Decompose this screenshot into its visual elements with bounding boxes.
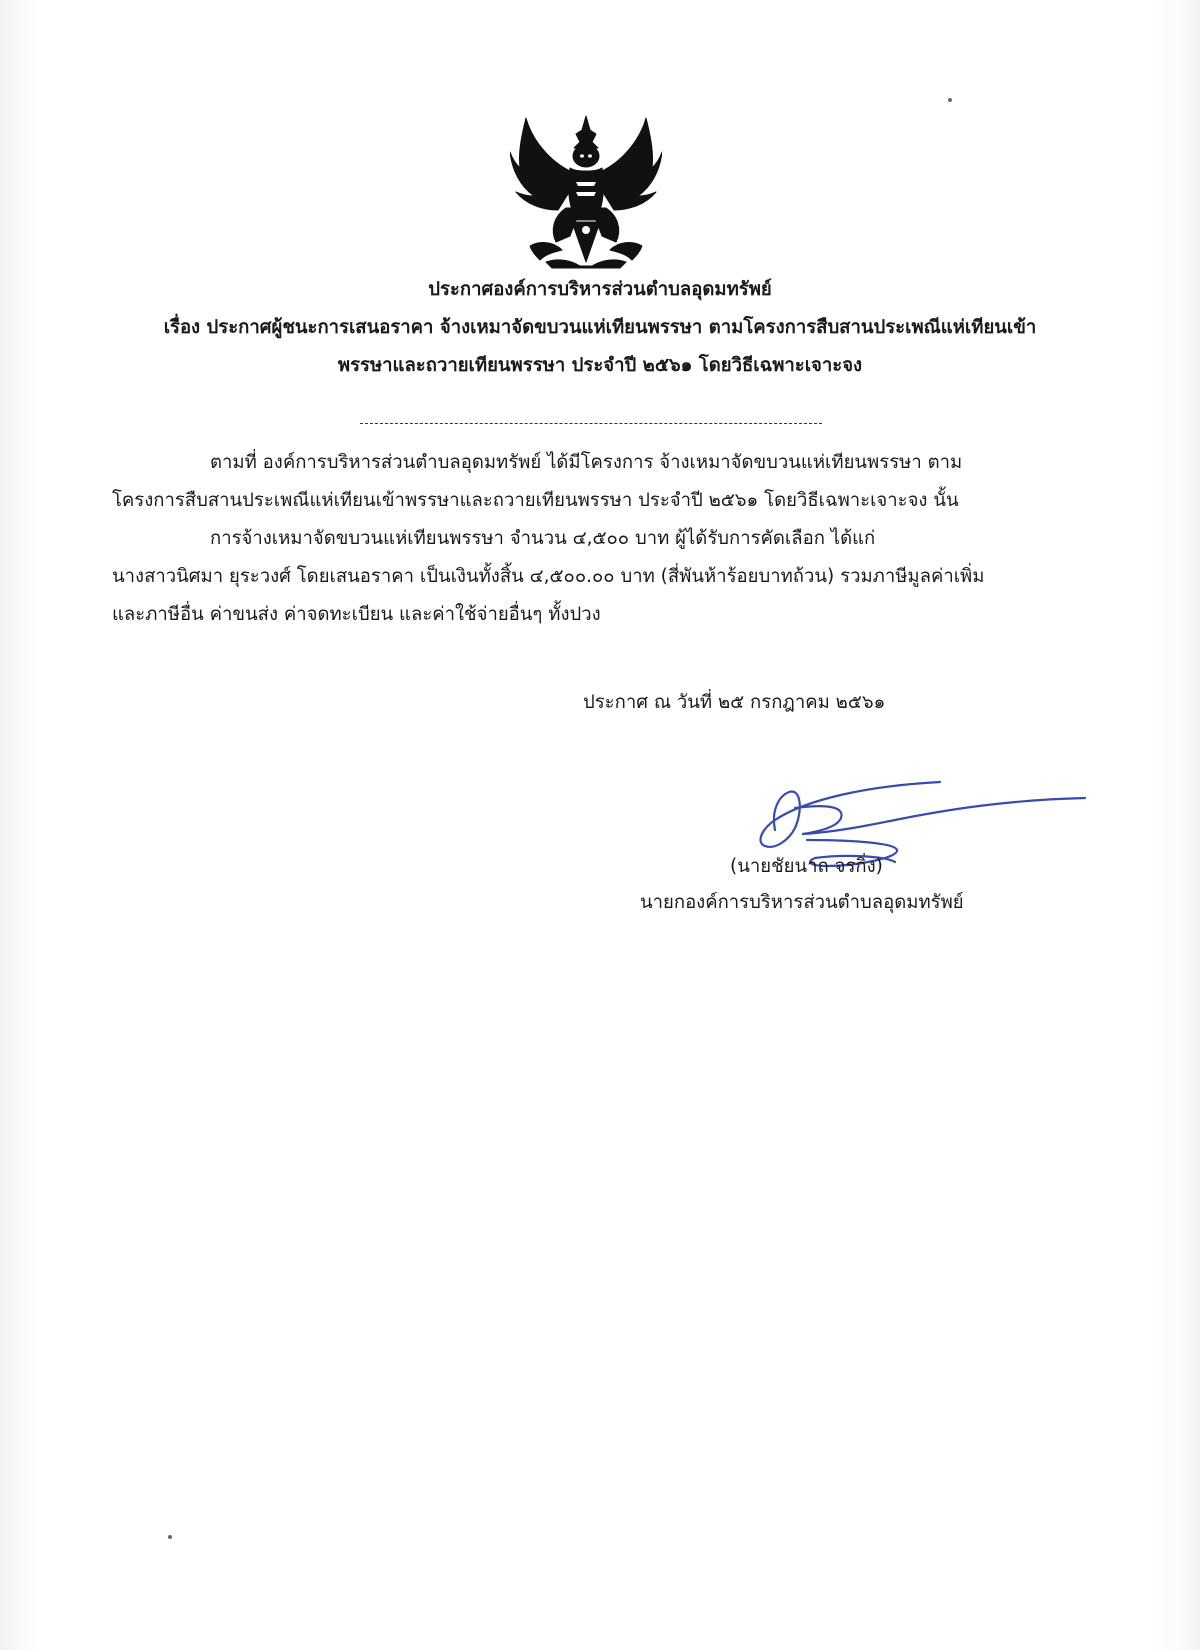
- announcement-date: ประกาศ ณ วันที่ ๒๕ กรกฎาคม ๒๕๖๑: [583, 692, 886, 713]
- body-paragraph-line-3: การจ้างเหมาจัดขบวนแห่เทียนพรรษา จำนวน ๔,๕๐๐ บาท ผู้ได้รับการคัดเลือก ได้แก่: [210, 528, 876, 549]
- announcement-title: ประกาศองค์การบริหารส่วนตำบลอุดมทรัพย์: [428, 279, 772, 300]
- signer-position: นายกองค์การบริหารส่วนตำบลอุดมทรัพย์: [640, 892, 964, 913]
- scan-speck: [948, 98, 952, 102]
- handwritten-signature: [745, 770, 1095, 900]
- body-paragraph-line-1: ตามที่ องค์การบริหารส่วนตำบลอุดมทรัพย์ ได้มีโครงการ จ้างเหมาจัดขบวนแห่เทียนพรรษา ตาม: [210, 452, 963, 473]
- subject-line-1: เรื่อง ประกาศผู้ชนะการเสนอราคา จ้างเหมาจัดขบวนแห่เทียนพรรษา ตามโครงการสืบสานประเพณีแห่เทียนเข้า: [163, 317, 1037, 338]
- body-paragraph-line-2: โครงการสืบสานประเพณีแห่เทียนเข้าพรรษาและถวายเทียนพรรษา ประจำปี ๒๕๖๑ โดยวิธีเฉพาะเจาะจง นั้น: [112, 490, 959, 511]
- signer-name: (นายชัยนาถ จรกิ่ง): [730, 856, 883, 877]
- body-paragraph-line-5: และภาษีอื่น ค่าขนส่ง ค่าจดทะเบียน และค่าใช้จ่ายอื่นๆ ทั้งปวง: [112, 604, 601, 625]
- garuda-emblem-icon: [510, 112, 662, 270]
- scan-speck: [168, 1535, 172, 1539]
- body-paragraph-line-4: นางสาวนิศมา ยุระวงศ์ โดยเสนอราคา เป็นเงินทั้งสิ้น ๔,๕๐๐.๐๐ บาท (สี่พันห้าร้อยบาทถ้วน) รวมภาษีมูลค่าเพิ่ม: [112, 566, 985, 587]
- separator-line: [360, 423, 822, 424]
- subject-line-2: พรรษาและถวายเทียนพรรษา ประจำปี ๒๕๖๑ โดยวิธีเฉพาะเจาะจง: [337, 355, 863, 376]
